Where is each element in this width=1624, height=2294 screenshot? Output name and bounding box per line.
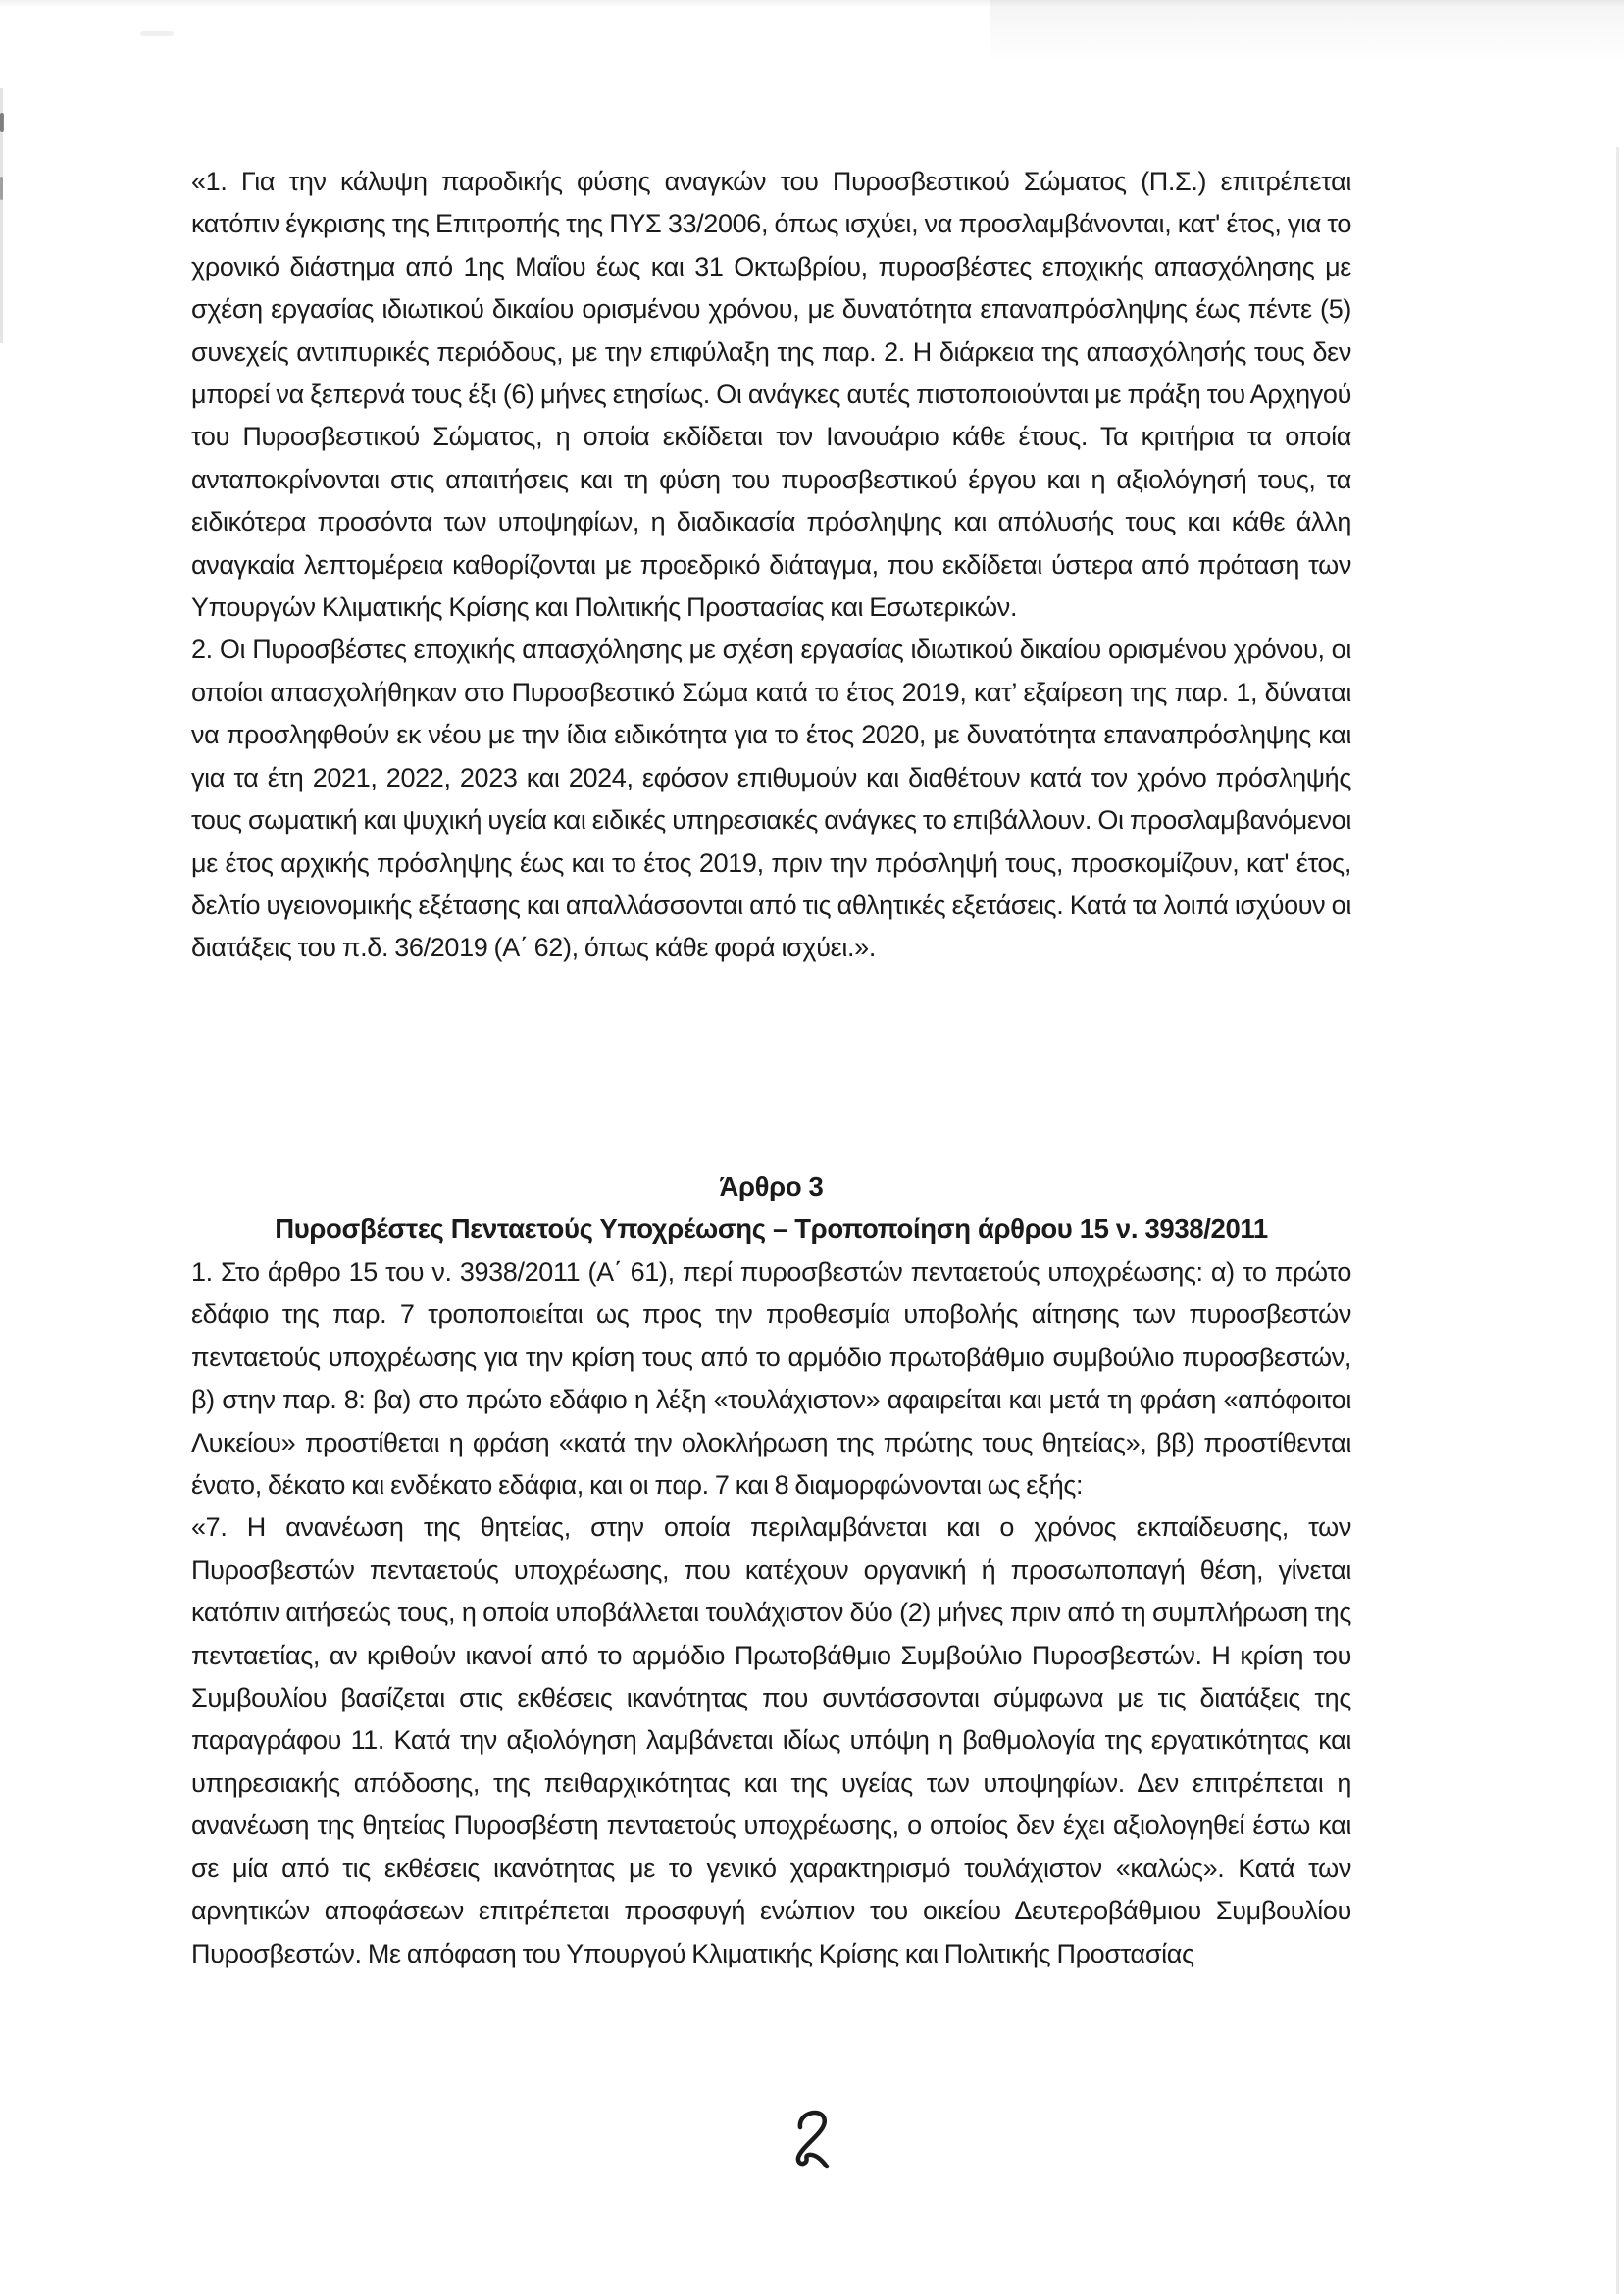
document-body-continued bbox=[191, 1251, 1351, 1975]
document-body bbox=[191, 161, 1351, 970]
scan-shadow-top-right bbox=[990, 0, 1624, 63]
scan-smudge bbox=[0, 113, 4, 132]
scan-smudge bbox=[0, 177, 3, 200]
scan-edge-left bbox=[0, 88, 3, 343]
scan-edge-top bbox=[0, 0, 1624, 7]
quoted-provision-paragraph-1: «1. Για την κάλυψη παροδικής φύσης αναγκών του Πυροσβεστικού Σώματος (Π.Σ.) επιτρέπεται κατόπιν έγκρισης της Επιτροπής της ΠΥΣ 33/2006, όπως ισχύει, να προσλαμβάνονται, κατ' έτος, για το χρονικό διάστημα από 1ης Μαΐου έως και 31 Οκτωβρίου, πυροσβέστες εποχικής απασχόλησης με σχέση εργασίας ιδιωτικού δικαίου ορισμένου χρόνου, με δυνατότητα επαναπρόσληψης έως πέντε (5) συνεχείς αντιπυρικές περιόδους, με την επιφύλαξη της παρ. 2. Η διάρκεια της απασχόλησής τους δεν μπορεί να ξεπερνά τους έξι (6) μήνες ετησίως. Οι ανάγκες αυτές πιστοποιούνται με πράξη του Αρχηγού του Πυροσβεστικού Σώματος, η οποία εκδίδεται τον Ιανουάριο κάθε έτους. Τα κριτήρια τα οποία ανταποκρίνονται στις απαιτήσεις και τη φύση του πυροσβεστικού έργου και η αξιολόγησή τους, τα ειδικότερα προσόντα των υποψηφίων, η διαδικασία πρόσληψης και απόλυσής τους και κάθε άλλη αναγκαία λεπτομέρεια καθορίζονται με προεδρικό διάταγμα, που εκδίδεται ύστερα από πρόταση των Υπουργών Κλιματικής Κρίσης και Πολιτικής Προστασίας και Εσωτερικών. bbox=[191, 167, 1351, 623]
article-subheading: Πυροσβέστες Πενταετούς Υποχρέωσης – Τροποποίηση άρθρου 15 ν. 3938/2011 bbox=[275, 1213, 1268, 1245]
quoted-provision-paragraph-2: 2. Οι Πυροσβέστες εποχικής απασχόλησης με σχέση εργασίας ιδιωτικού δικαίου ορισμένου χρόνου, οι οποίοι απασχολήθηκαν στο Πυροσβεστικό Σώμα κατά το έτος 2019, κατ’ εξαίρεση της παρ. 1, δύναται να προσληφθούν εκ νέου με την ίδια ειδικότητα για το έτος 2020, με δυνατότητα επαναπρόσληψης και για τα έτη 2021, 2022, 2023 και 2024, εφόσον επιθυμούν και διαθέτουν κατά τον χρόνο πρόσληψής τους σωματική και ψυχική υγεία και ειδικές υπηρεσιακές ανάγκες το επιβάλλουν. Οι προσλαμβανόμενοι με έτος αρχικής πρόσληψης έως και το έτος 2019, πριν την πρόσληψή τους, προσκομίζουν, κατ' έτος, δελτίο υγειονομικής εξέτασης και απαλλάσσονται από τις αθλητικές εξετάσεις. Κατά τα λοιπά ισχύουν οι διατάξεις του π.δ. 36/2019 (Α΄ 62), όπως κάθε φορά ισχύει.». bbox=[191, 635, 1351, 963]
page-number bbox=[790, 2107, 834, 2171]
page-number-value bbox=[790, 2171, 791, 2172]
article-header bbox=[191, 1165, 1351, 1250]
article3-paragraph-2: «7. Η ανανέωση της θητείας, στην οποία περιλαμβάνεται και ο χρόνος εκπαίδευσης, των Πυροσβεστών πενταετούς υποχρέωσης, που κατέχουν οργανική ή προσωποπαγή θέση, γίνεται κατόπιν αιτήσεώς τους, η οποία υποβάλλεται τουλάχιστον δύο (2) μήνες πριν από τη συμπλήρωση της πενταετίας, αν κριθούν ικανοί από το αρμόδιο Πρωτοβάθμιο Συμβούλιο Πυροσβεστών. Η κρίση του Συμβουλίου βασίζεται στις εκθέσεις ικανότητας που συντάσσονται σύμφωνα με τις διατάξεις της παραγράφου 11. Κατά την αξιολόγηση λαμβάνεται ιδίως υπόψη η βαθμολογία της εργατικότητας και υπηρεσιακής απόδοσης, της πειθαρχικότητας και της υγείας των υποψηφίων. Δεν επιτρέπεται η ανανέωση της θητείας Πυροσβέστη πενταετούς υποχρέωσης, ο οποίος δεν έχει αξιολογηθεί έστω και σε μία από τις εκθέσεις ικανότητας με το γενικό χαρακτηρισμό τουλάχιστον «καλώς». Κατά των αρνητικών αποφάσεων επιτρέπεται προσφυγή ενώπιον του οικείου Δευτεροβάθμιου Συμβουλίου Πυροσβεστών. Με απόφαση του Υπουργού Κλιματικής Κρίσης και Πολιτικής Προστασίας bbox=[191, 1512, 1351, 1968]
article-heading: Άρθρο 3 bbox=[719, 1171, 824, 1201]
article3-paragraph-1: 1. Στο άρθρο 15 του ν. 3938/2011 (Α΄ 61), περί πυροσβεστών πενταετούς υποχρέωσης: α) το πρώτο εδάφιο της παρ. 7 τροποποιείται ως προς την προθεσμία υποβολής αίτησης των πυροσβεστών πενταετούς υποχρέωσης για την κρίση τους από το αρμόδιο πρωτοβάθμιο συμβούλιο πυροσβεστών, β) στην παρ. 8: βα) στο πρώτο εδάφιο η λέξη «τουλάχιστον» αφαιρείται και μετά τη φράση «απόφοιτοι Λυκείου» προστίθεται η φράση «κατά την ολοκλήρωση της πρώτης τους θητείας», ββ) προστίθενται ένατο, δέκατο και ενδέκατο εδάφια, και οι παρ. 7 και 8 διαμορφώνονται ως εξής: bbox=[191, 1257, 1351, 1501]
handwritten-page-number-glyph bbox=[790, 2107, 834, 2171]
scan-smudge bbox=[140, 31, 174, 36]
scan-edge-right bbox=[1616, 147, 1619, 2294]
